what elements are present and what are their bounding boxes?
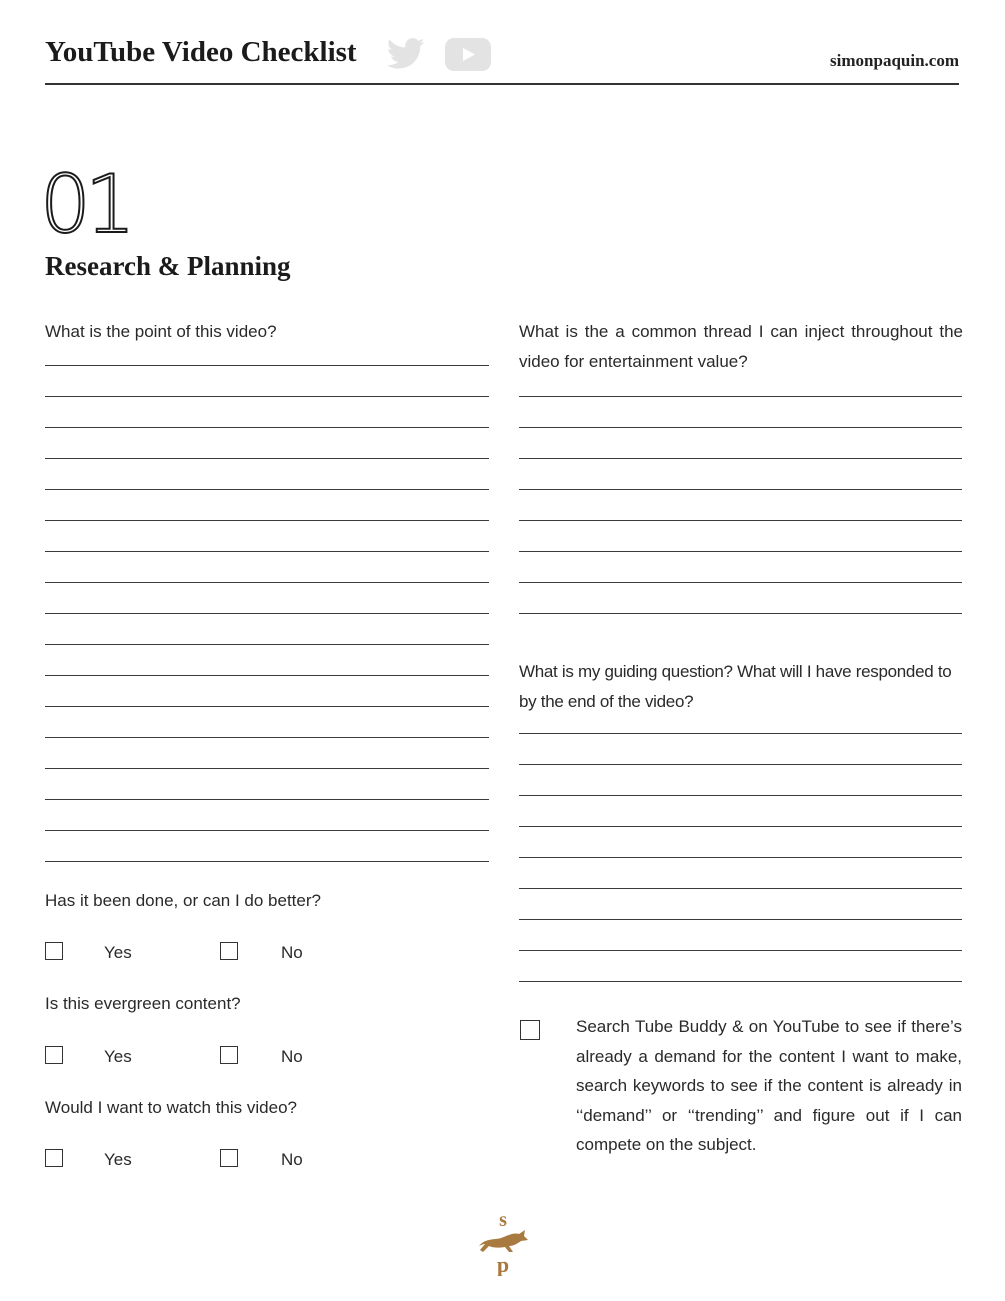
task-text: Search Tube Buddy & on YouTube to see if there’s already a demand for the content I want to make, search keywords to see if the content is already in ‘‘demand’’ or ‘‘trending’’ and figure out if I can compete on the subject. xyxy=(576,1017,962,1154)
logo-letter-s: s xyxy=(499,1209,507,1231)
twitter-icon[interactable] xyxy=(387,38,425,70)
question-thread: What is the a common thread I can inject throughout the video for entertainment value? xyxy=(519,322,963,371)
document-title: YouTube Video Checklist xyxy=(45,36,357,68)
yes-checkbox[interactable] xyxy=(45,1046,63,1064)
section-number: 01 xyxy=(40,158,130,251)
brand-logo xyxy=(475,1208,531,1276)
question-guiding: What is my guiding question? What will I have responded to by the end of the video? xyxy=(519,662,952,711)
question-evergreen: Is this evergreen content? xyxy=(45,994,241,1013)
fox-icon xyxy=(479,1230,528,1252)
options-done-better xyxy=(45,942,365,964)
no-checkbox[interactable] xyxy=(220,942,238,960)
no-label: No xyxy=(281,1047,303,1066)
yes-checkbox[interactable] xyxy=(45,1149,63,1167)
yes-label: Yes xyxy=(104,1047,132,1066)
question-point: What is the point of this video? xyxy=(45,322,277,341)
yes-label: Yes xyxy=(104,943,132,962)
yes-label: Yes xyxy=(104,1150,132,1169)
answer-lines-point[interactable] xyxy=(45,335,489,862)
site-url[interactable]: simonpaquin.com xyxy=(830,51,959,70)
answer-lines-thread[interactable] xyxy=(519,366,962,614)
options-watch xyxy=(45,1149,365,1171)
question-done-better: Has it been done, or can I do better? xyxy=(45,891,321,910)
no-label: No xyxy=(281,1150,303,1169)
logo-letter-p: p xyxy=(496,1252,510,1276)
no-checkbox[interactable] xyxy=(220,1149,238,1167)
task-checkbox[interactable] xyxy=(520,1020,540,1040)
answer-lines-guiding[interactable] xyxy=(519,703,962,982)
yes-checkbox[interactable] xyxy=(45,942,63,960)
header-divider xyxy=(45,83,959,85)
options-evergreen xyxy=(45,1046,365,1068)
no-checkbox[interactable] xyxy=(220,1046,238,1064)
section-title: Research & Planning xyxy=(45,251,291,281)
no-label: No xyxy=(281,943,303,962)
question-watch: Would I want to watch this video? xyxy=(45,1098,297,1117)
youtube-icon[interactable] xyxy=(445,38,491,71)
